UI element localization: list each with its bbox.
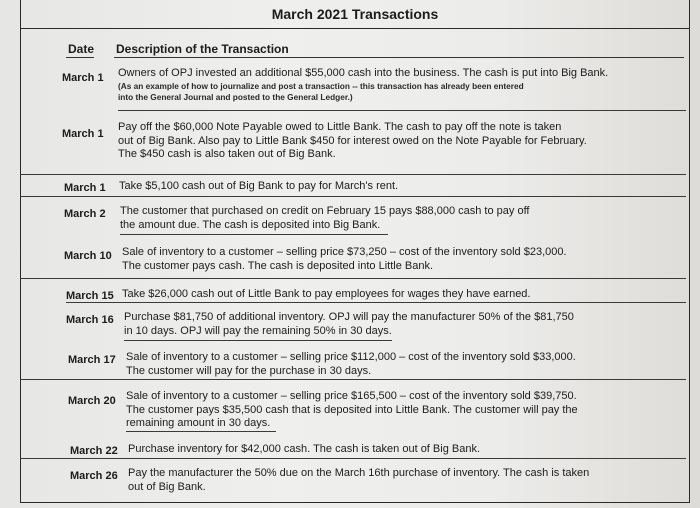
- description-line: the amount due. The cash is deposited into Big Bank.: [120, 218, 381, 231]
- row-separator: [20, 278, 686, 279]
- description-line: Sale of inventory to a customer – selling price $73,250 – cost of the inventory sold $23,000.: [122, 246, 567, 258]
- transaction-description: [128, 467, 589, 494]
- description-line: The customer will pay for the purchase in 30 days.: [126, 364, 372, 377]
- description-line: Purchase $81,750 of additional inventory. OPJ will pay the manufacturer 50% of the $81,750: [124, 311, 574, 323]
- row-separator: [20, 174, 686, 175]
- date-column-header: Date: [68, 42, 95, 56]
- description-line: Take $5,100 cash out of Big Bank to pay for March's rent.: [119, 180, 399, 192]
- transaction-description: [124, 311, 574, 338]
- description-line: The customer that purchased on credit on February 15 pays $88,000 cash to pay off: [120, 205, 530, 217]
- transaction-description: [120, 205, 530, 232]
- transaction-date: March 20: [68, 395, 116, 407]
- row-separator: [126, 431, 276, 432]
- row-separator: [120, 234, 388, 235]
- description-line: The customer pays $35,500 cash that is deposited into Little Bank. The customer will pay the: [126, 403, 578, 416]
- description-header-underline: [114, 57, 684, 58]
- date-header-underline: [66, 57, 94, 58]
- description-line: remaining amount in 30 days.: [126, 417, 271, 429]
- transaction-date: March 15: [66, 290, 114, 302]
- transaction-description: [122, 246, 567, 273]
- transaction-description: [119, 180, 398, 194]
- description-line: The $450 cash is also taken out of Big Bank.: [118, 148, 336, 160]
- page-title: March 2021 Transactions: [20, 0, 690, 29]
- transaction-date: March 16: [66, 314, 114, 326]
- transaction-date: March 17: [68, 354, 116, 366]
- description-line: Take $26,000 cash out of Little Bank to pay employees for wages they have earned.: [122, 288, 531, 300]
- transaction-description: [118, 67, 608, 103]
- description-line: Pay the manufacturer the 50% due on the March 16th purchase of inventory. The cash is taken: [128, 467, 590, 479]
- transaction-description: [122, 288, 530, 302]
- row-separator: [118, 110, 686, 111]
- description-line: in 10 days. OPJ will pay the remaining 50% in 30 days.: [124, 324, 392, 337]
- transaction-date: March 1: [64, 182, 106, 194]
- transaction-description: [126, 351, 576, 378]
- description-line: The customer pays cash. The cash is deposited into Little Bank.: [122, 259, 434, 272]
- row-separator: [20, 196, 686, 197]
- note-line: (As an example of how to journalize and post a transaction -- this transaction has already been entered: [118, 80, 524, 91]
- row-separator: [20, 458, 686, 459]
- description-line: Pay off the $60,000 Note Payable owed to Little Bank. The cash to pay off the note is taken: [118, 121, 562, 133]
- transaction-date: March 10: [64, 250, 112, 262]
- transaction-date: March 26: [70, 470, 118, 482]
- transaction-date: March 22: [70, 445, 118, 457]
- description-line: Purchase inventory for $42,000 cash. The cash is taken out of Big Bank.: [128, 443, 481, 455]
- description-line: out of Big Bank.: [128, 480, 206, 493]
- transaction-date: March 1: [62, 72, 104, 84]
- transaction-description: [128, 443, 480, 457]
- description-line: out of Big Bank. Also pay to Little Bank $450 for interest owed on the Note Payable for February.: [118, 134, 587, 147]
- transaction-date: March 2: [64, 208, 106, 220]
- row-separator: [66, 302, 686, 303]
- row-separator: [20, 379, 686, 380]
- description-line: Sale of inventory to a customer – selling price $112,000 – cost of the inventory sold $33,000.: [126, 351, 576, 363]
- transaction-description: [118, 121, 587, 162]
- description-line: Owners of OPJ invested an additional $55,000 cash into the business. The cash is put into Big Bank.: [118, 67, 609, 79]
- transaction-date: March 1: [62, 128, 104, 140]
- description-column-header: Description of the Transaction: [116, 42, 289, 56]
- description-line: Sale of inventory to a customer – selling price $165,500 – cost of the inventory sold $39,750.: [126, 390, 577, 402]
- note-line: into the General Journal and posted to the General Ledger.): [118, 91, 353, 102]
- transaction-description: [126, 390, 578, 431]
- row-separator: [124, 340, 392, 341]
